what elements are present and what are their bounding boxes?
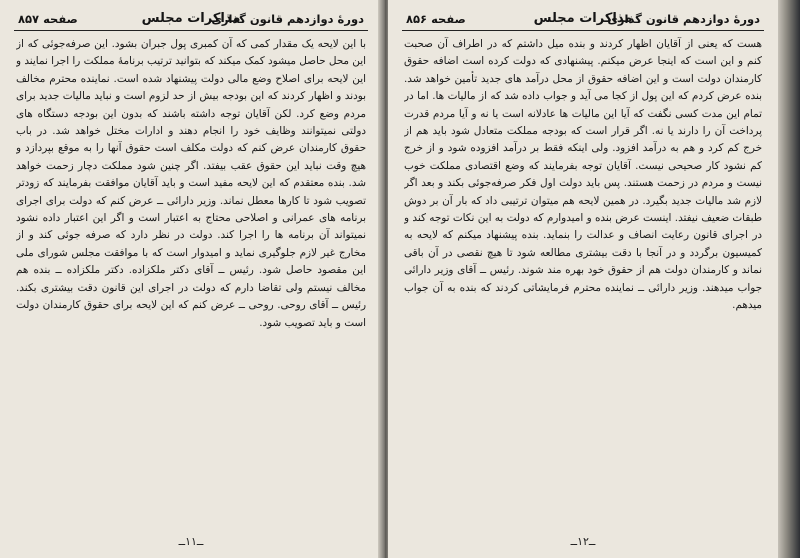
book-edge <box>778 0 800 558</box>
left-page-number: ــ۱۱ــ <box>178 535 204 548</box>
left-page-text: با این لایحه یک مقدار کمی که آن کمبری پول جبران بشود. این صرفه‌جوئی که از این محل حاصل میشود کمک میکند که بتوانید ترتیب برنامهٔ مملکت را اجرا نمایند و این لایحه برای اصلاح وضع مالی دولت پیشنهاد شده است. نماینده محترم مخالف بودند و اظهار کردند که این بودجه بیش از حد لزوم است و نباید مالیات جدید برای مردم وضع کرد. لکن آقایان توجه داشته باشند که بدون این بودجه دستگاه های دولتی نمیتوانند وظایف خود را انجام دهند و ادارات مختل خواهد شد. در باب حقوق کارمندان عرض کنم که دولت مکلف است حقوق آنها را به موقع بپردازد و هیچ وقت نباید این حقوق عقب بیفتد. اگر چنین شود مملکت دچار زحمت خواهد شد. بنده معتقدم که این لایحه مفید است و باید آقایان موافقت بفرمایند که زودتر تصویب شود تا کارها معطل نماند. وزیر دارائی ــ عرض کنم که دولت برای اجرای برنامه های عمرانی و اصلاحی محتاج به اعتبار است و اگر این اعتبار داده نشود نمیتواند آن برنامه ها را اجرا کند. دولت در نظر دارد که صرفه جوئی کند و از مخارج غیر لازم جلوگیری نماید و امیدوار است که با موافقت مجلس شورای ملی این مقصود حاصل شود. رئیس ــ آقای دکتر ملکزاده. دکتر ملکزاده ــ بنده هم مخالف نیستم ولی تقاضا دارم که دولت در اجرای این قانون دقت بیشتری بکند. رئیس ــ آقای روحی. روحی ــ عرض کنم که این لایحه برای حقوق کارمندان دولت است و باید تصویب شود. <box>16 38 366 329</box>
left-page-header <box>14 8 368 31</box>
left-page-series: دورهٔ دوازدهم قانون گذاری <box>211 12 364 26</box>
right-page-number: ــ۱۲ــ <box>570 535 596 548</box>
left-page-body <box>16 36 366 526</box>
right-page-series: دورهٔ دوازدهم قانون گذاری <box>607 12 760 26</box>
left-page-title: مذاکرات مجلس <box>141 11 241 26</box>
right-page-label: صفحه ۸۵۶ <box>406 12 466 26</box>
left-page <box>0 0 382 558</box>
right-page-header <box>402 8 764 31</box>
right-page-body <box>404 36 762 526</box>
right-page-title: مذاکرات مجلس <box>533 11 633 26</box>
right-page-text: هست که یعنی از آقایان اظهار کردند و بنده میل داشتم که در اطراف آن صحبت کنم و این است که اینجا عرض میکنم. پیشنهادی که دولت کرده است اضافه حقوق کارمندان دولت است و این اضافه حقوق از محل درآمد های جدید تأمین خواهد شد. بنده عرض کردم که این پول از کجا می آید و جواب داده شد که از مالیات ها. اما در تمام این مدت کسی نگفت که آیا این مالیات ها عادلانه است یا نه و آیا مردم قدرت پرداخت آن را دارند یا نه. اگر قرار است که بودجه مملکت متعادل شود باید هم از خرج کم کرد و هم به درآمد افزود. ولی اینکه فقط بر درآمد افزوده شود و از خرج کم نشود کار صحیحی نیست. آقایان توجه بفرمایند که وضع اقتصادی مملکت خوب نیست و مردم در زحمت هستند. پس باید دولت اول فکر صرفه‌جوئی بکند و بعد اگر لازم شد مالیات جدید بگیرد. در همین لایحه هم میتوان ترتیبی داد که بار آن بر دوش طبقات ضعیف نیفتد. اینست عرض بنده و امیدوارم که دولت به این نکات توجه کند و در اجرای قانون رعایت انصاف و عدالت را بنماید. بنده پیشنهاد میکنم که لایحه به کمیسیون برگردد و در آنجا با دقت بیشتری مطالعه شود تا هیچ نقصی در آن باقی نماند و کارمندان دولت هم از حقوق خود بهره مند شوند. رئیس ــ آقای وزیر دارائی جواب میدهند. وزیر دارائی ــ نماینده محترم فرمایشاتی کردند که بنده به آن جواب میدهم. <box>404 38 762 312</box>
right-page <box>388 0 778 558</box>
left-page-label: صفحه ۸۵۷ <box>18 12 78 26</box>
